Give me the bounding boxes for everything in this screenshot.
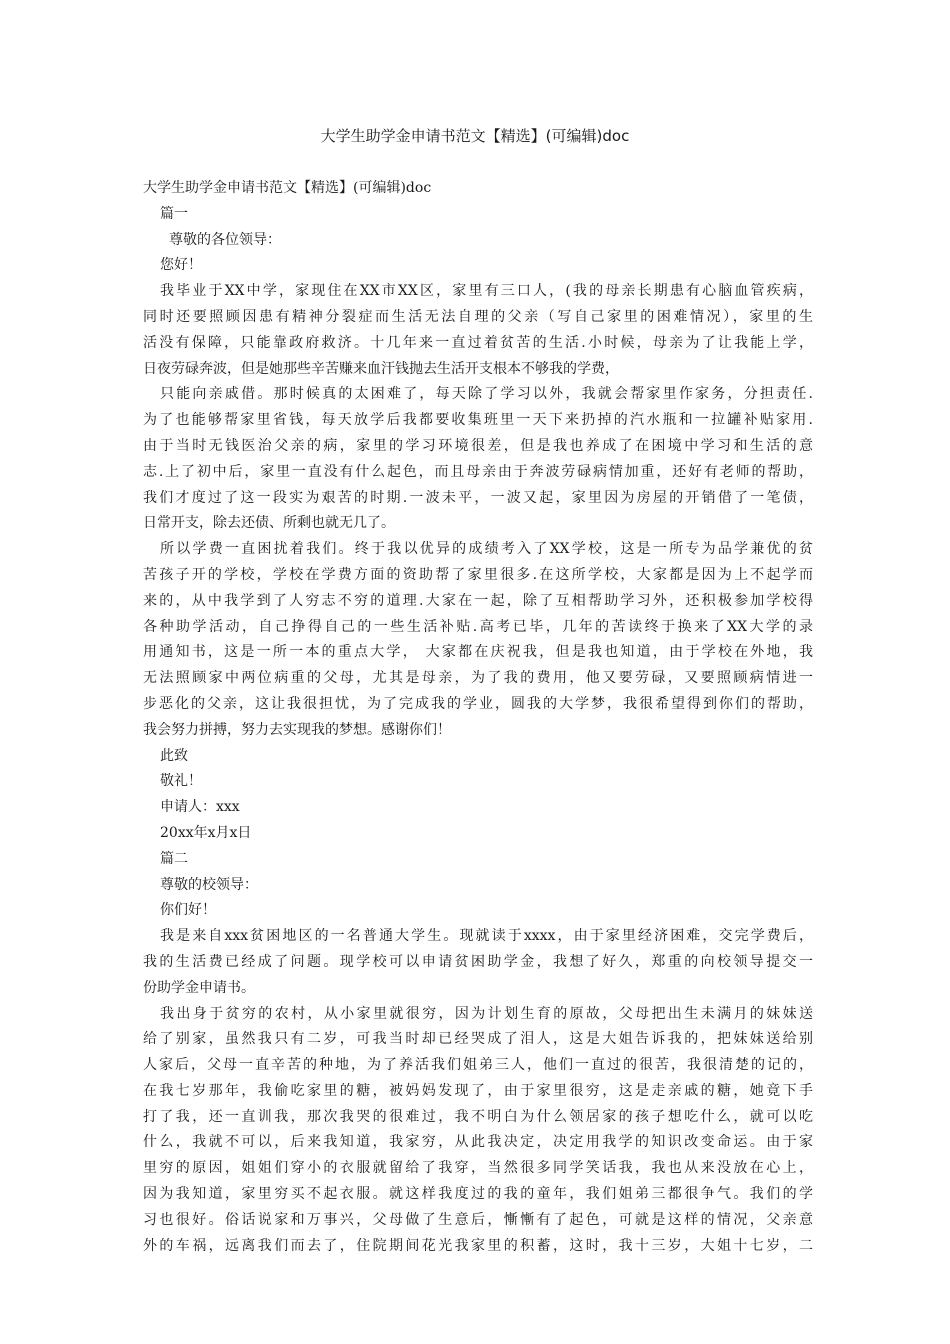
text-line: 日夜劳碌奔波，但是她那些辛苦赚来血汗钱抛去生活开支根本不够我的学费， — [143, 360, 619, 377]
text-line: 苦孩子开的学校，学校在学费方面的资助帮了家里很多.在这所学校，大家都是因为上不起学而 — [143, 566, 813, 583]
text-line: 敬礼！ — [160, 773, 202, 790]
text-line: 篇二 — [160, 850, 188, 867]
text-line: 为了也能够帮家里省钱，每天放学后我都要收集班里一天下来扔掉的汽水瓶和一拉罐补贴家用. — [143, 412, 813, 429]
text-line: 给了别家，虽然我只有二岁，可我当时却已经哭成了泪人，这是大姐告诉我的，把妹妹送给别 — [143, 1031, 813, 1048]
text-line: 步恶化的父亲，这让我很担忧，为了完成我的学业，圆我的大学梦，我很希望得到你们的帮助， — [143, 695, 813, 712]
text-line: 因为我知道，家里穷买不起衣服。就这样我度过的我的童年，我们姐弟三都很争气。我们的学 — [143, 1186, 813, 1203]
text-line: 活没有保障，只能靠政府救济。十几年来一直过着贫苦的生活.小时候，母亲为了让我能上学， — [143, 334, 813, 351]
text-line: 里穷的原因，姐姐们穿小的衣服就留给了我穿，当然很多同学笑话我，我也从来没放在心上， — [143, 1160, 813, 1177]
text-line: 份助学金申请书。 — [143, 979, 255, 996]
text-line: 我们才度过了这一段实为艰苦的时期.一波未平，一波又起，家里因为房屋的开销借了一笔债， — [143, 489, 813, 506]
text-line: 我的生活费已经成了问题。现学校可以申请贫困助学金，我想了好久，郑重的向校领导提交一 — [143, 953, 813, 970]
text-line: 我会努力拼搏，努力去实现我的梦想。感谢你们！ — [143, 721, 451, 738]
text-line: 来的，从中我学到了人穷志不穷的道理.大家在一起，除了互相帮助学习外，还积极参加学校得 — [143, 592, 813, 609]
page-title: 大学生助学金申请书范文【精选】(可编辑)doc — [320, 127, 630, 145]
text-line: 只能向亲戚借。那时候真的太困难了，每天除了学习以外，我就会帮家里作家务，分担责任. — [160, 386, 813, 403]
text-line: 所以学费一直困扰着我们。终于我以优异的成绩考入了XX学校，这是一所专为品学兼优的贫 — [160, 541, 813, 558]
text-line: 什么，我就不可以，后来我知道，我家穷，从此我决定，决定用我学的知识改变命运。由于家 — [143, 1134, 813, 1151]
text-line: 我毕业于XX中学，家现住在XX市XX区，家里有三口人，(我的母亲长期患有心脑血管疾病， — [160, 283, 813, 300]
text-line: 无法照顾家中两位病重的父母，尤其是母亲，为了我的费用，他又要劳碌，又要照顾病情进一 — [143, 670, 813, 687]
text-line: 20xx年x月x日 — [160, 824, 252, 841]
text-line: 篇一 — [160, 205, 188, 222]
text-line: 我是来自xxx贫困地区的一名普通大学生。现就读于xxxx，由于家里经济困难，交完学费后， — [160, 928, 813, 945]
text-line: 由于当时无钱医治父亲的病，家里的学习环境很差，但是我也养成了在困境中学习和生活的意 — [143, 437, 813, 454]
document-body — [143, 176, 813, 1259]
text-line: 志.上了初中后，家里一直没有什么起色，而且母亲由于奔波劳碌病情加重，还好有老师的帮助， — [143, 463, 813, 480]
text-line: 各种助学活动，自己挣得自己的一些生活补贴.高考已毕，几年的苦读终于换来了XX大学的录 — [143, 618, 813, 635]
text-line: 尊敬的校领导： — [160, 876, 258, 893]
text-line: 在我七岁那年，我偷吃家里的糖，被妈妈发现了，由于家里很穷，这是走亲戚的糖，她竟下手 — [143, 1082, 813, 1099]
text-line: 外的车祸，远离我们而去了，住院期间花光我家里的积蓄，这时，我十三岁，大姐十七岁，二 — [143, 1237, 813, 1254]
text-line: 习也很好。俗话说家和万事兴，父母做了生意后，慚慚有了起色，可就是这样的情况，父亲意 — [143, 1211, 813, 1228]
text-line: 此致 — [160, 747, 188, 764]
text-line: 您好！ — [160, 257, 202, 274]
text-line: 打了我，还一直训我，那次我哭的很难过，我不明白为什么领居家的孩子想吃什么，就可以吃 — [143, 1108, 813, 1125]
text-line: 尊敬的各位领导： — [169, 231, 281, 248]
text-line: 用通知书，这是一所一本的重点大学， 大家都在庆祝我，但是我也知道，由于学校在外地，我 — [143, 644, 813, 661]
text-line: 你们好！ — [160, 902, 216, 919]
text-line: 日常开支，除去还债、所剩也就无几了。 — [143, 515, 395, 532]
text-line: 同时还要照顾因患有精神分裂症而生活无法自理的父亲（写自己家里的困难情况），家里的生 — [143, 308, 813, 325]
text-line: 人家后，父母一直辛苦的种地，为了养活我们姐弟三人，他们一直过的很苦，我很清楚的记的， — [143, 1057, 813, 1074]
text-line: 大学生助学金申请书范文【精选】(可编辑)doc — [143, 180, 432, 196]
text-line: 我出身于贫穷的农村，从小家里就很穷，因为计划生育的原故，父母把出生未满月的妹妹送 — [160, 1005, 813, 1022]
text-line: 申请人：xxx — [160, 799, 240, 816]
